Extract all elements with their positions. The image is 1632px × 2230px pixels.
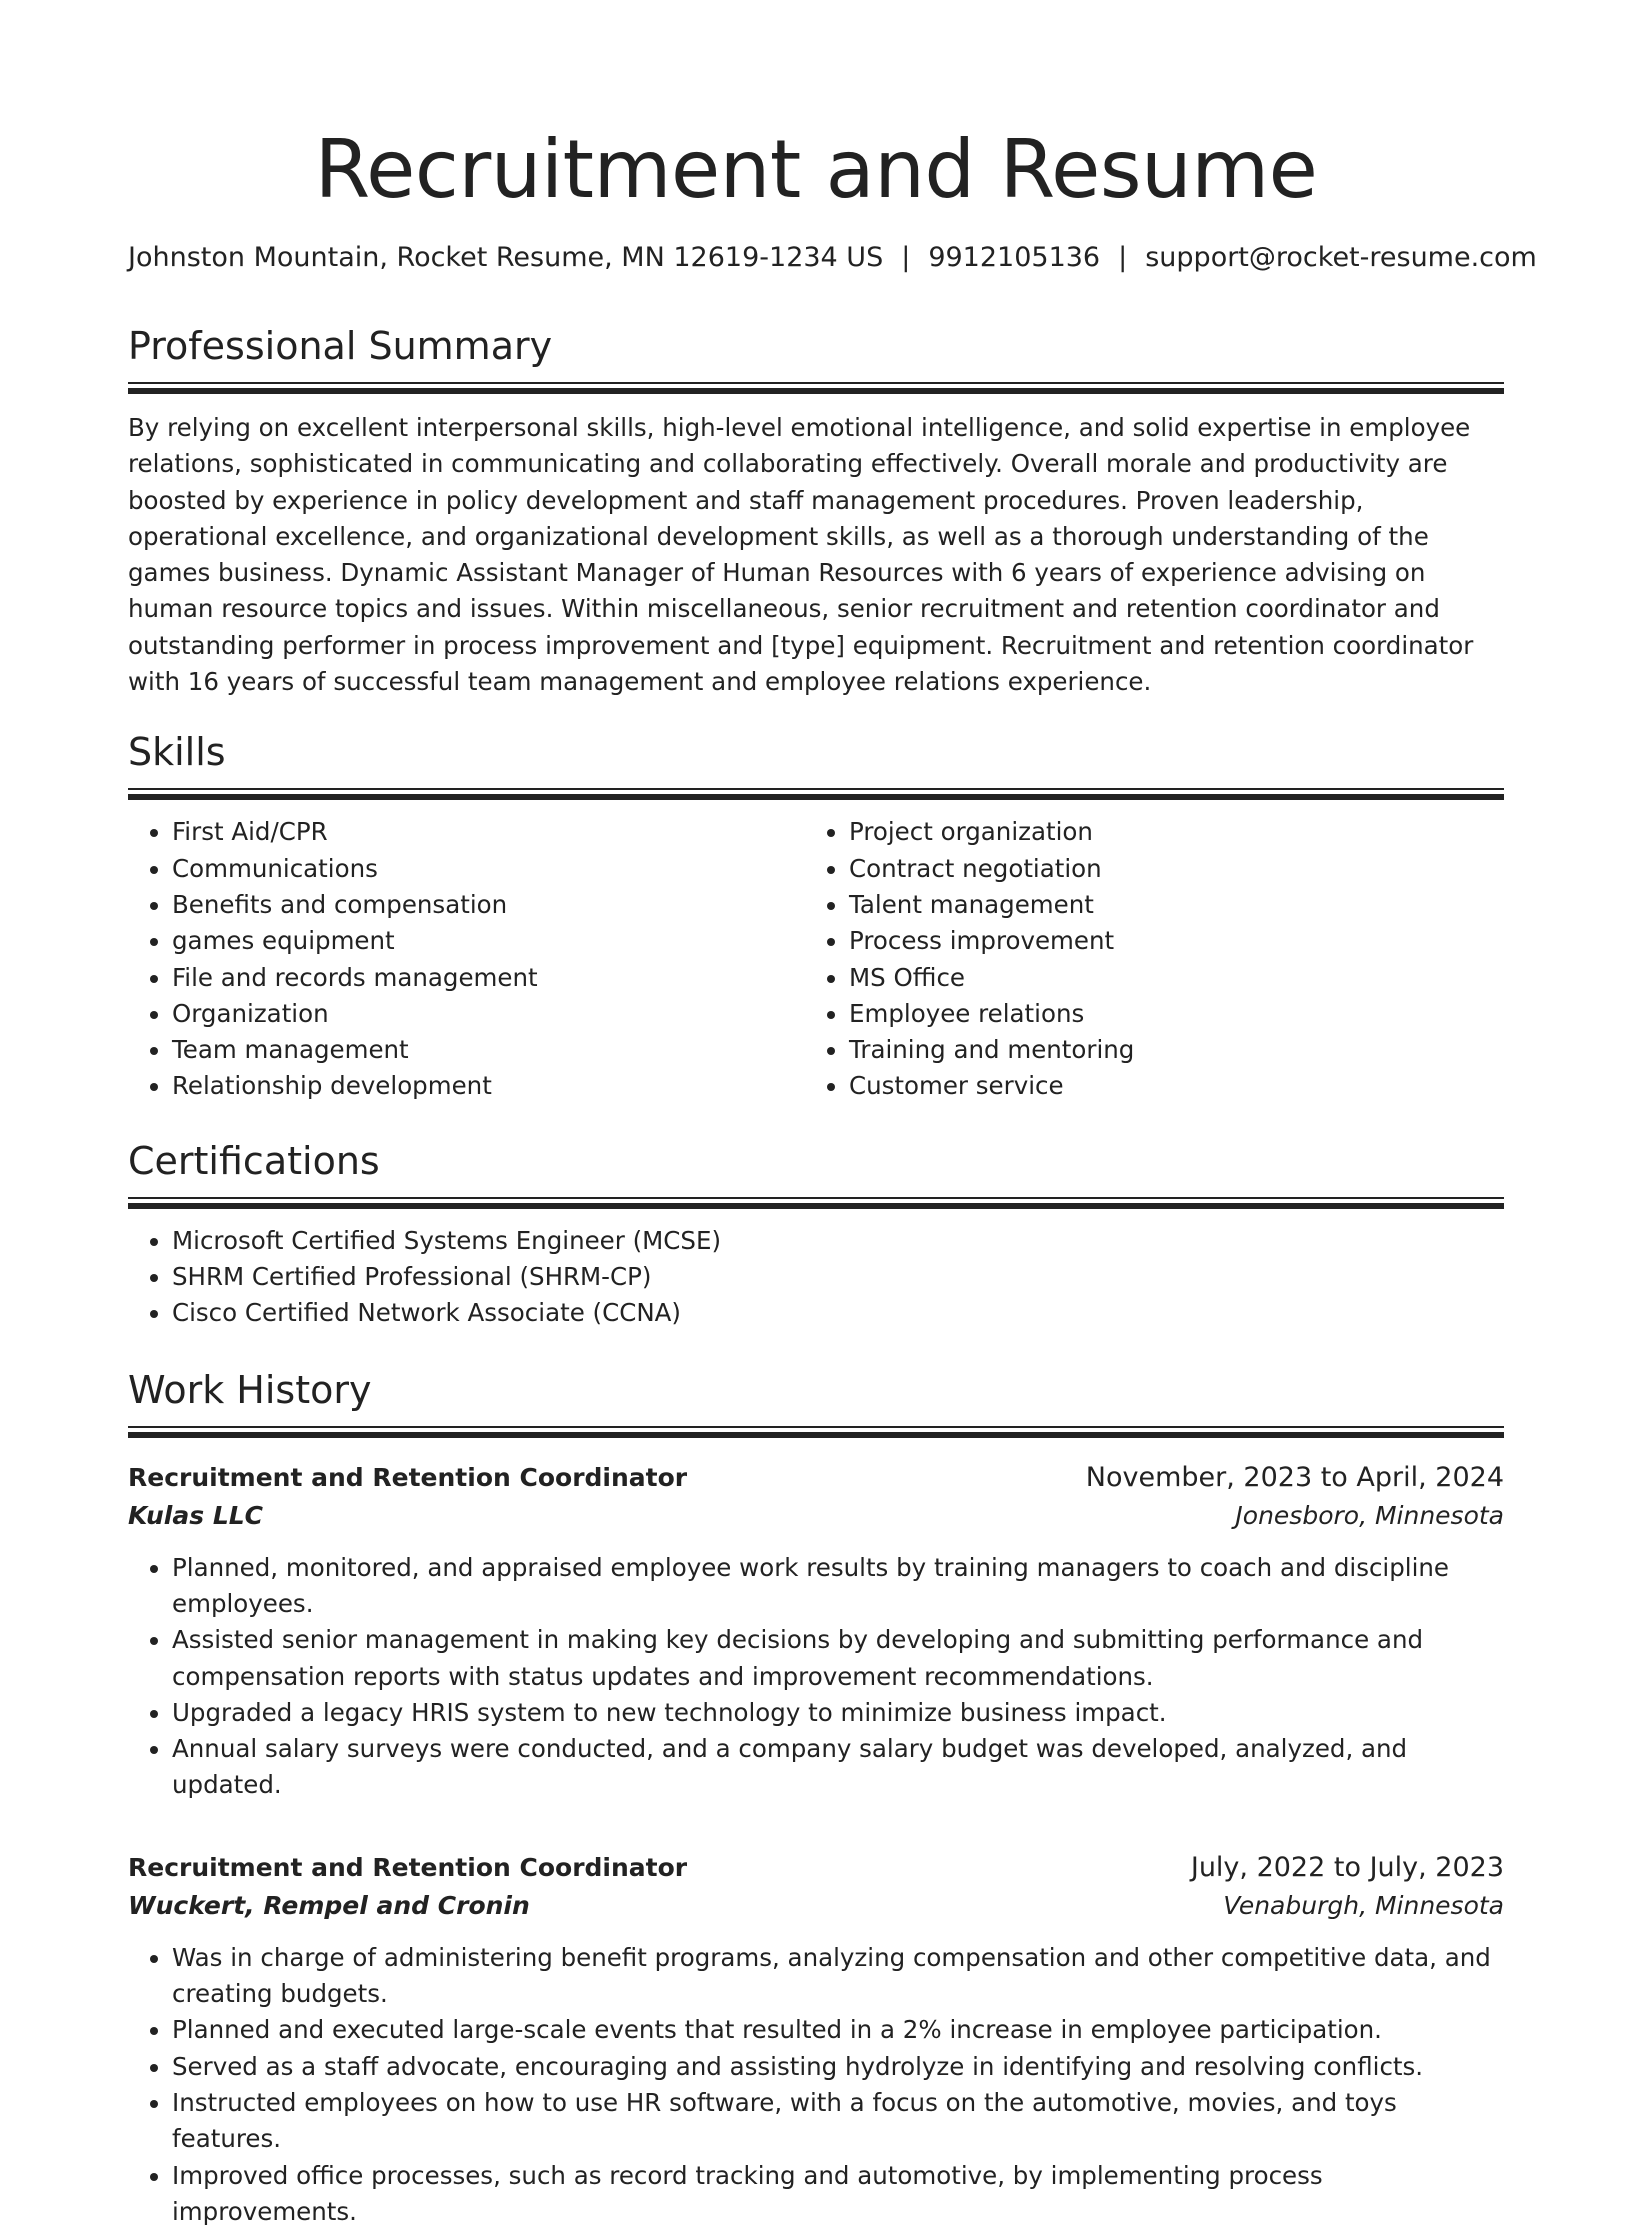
job-bullet: • Annual salary surveys were conducted, and a company salary budget was developed, analyzed, and updated.: [172, 1731, 1504, 1804]
job-entry: [128, 1850, 1504, 2230]
skill-item: • Training and mentoring: [849, 1032, 1134, 1068]
skill-item: • Benefits and compensation: [172, 887, 805, 923]
job-bullet: • Improved office processes, such as record tracking and automotive, by implementing process improvements.: [172, 2158, 1504, 2230]
section-divider: [128, 1197, 1504, 1209]
skill-item: • File and records management: [172, 960, 805, 996]
job-company: Wuckert, Rempel and Cronin: [128, 1886, 530, 1926]
job-bullet: • Instructed employees on how to use HR software, with a focus on the automotive, movies, and toys features.: [172, 2085, 1504, 2158]
skill-item: • First Aid/CPR: [172, 814, 805, 850]
job-location: Venaburgh, Minnesota: [1223, 1886, 1504, 1926]
skills-grid: [128, 814, 1504, 1104]
skills-list-right: [805, 814, 1134, 1104]
skill-item: • MS Office: [849, 960, 1134, 996]
summary-section: [128, 322, 1504, 700]
job-dates: November, 2023 to April, 2024: [1086, 1460, 1504, 1496]
skills-list-left: [128, 814, 805, 1104]
skill-item: • Customer service: [849, 1068, 1134, 1104]
job-dates: July, 2022 to July, 2023: [1191, 1850, 1504, 1886]
job-subheader: [128, 1496, 1504, 1536]
section-title-certifications: Certifications: [128, 1137, 1504, 1185]
skill-item: • games equipment: [172, 923, 805, 959]
skill-item: • Project organization: [849, 814, 1134, 850]
certifications-section: [128, 1137, 1504, 1332]
job-bullet: • Upgraded a legacy HRIS system to new technology to minimize business impact.: [172, 1695, 1504, 1731]
job-title: Recruitment and Retention Coordinator: [128, 1460, 687, 1496]
skills-section: [128, 728, 1504, 1104]
job-subheader: [128, 1886, 1504, 1926]
contact-phone: 9912105136: [928, 242, 1100, 273]
resume-name: Recruitment and Resume: [128, 0, 1504, 220]
contact-line: [128, 240, 1504, 276]
contact-separator: |: [1100, 242, 1145, 273]
skill-item: • Talent management: [849, 887, 1134, 923]
skill-item: • Communications: [172, 851, 805, 887]
certification-item: • SHRM Certified Professional (SHRM-CP): [172, 1259, 1504, 1295]
certification-item: • Microsoft Certified Systems Engineer (MCSE): [172, 1223, 1504, 1259]
job-location: Jonesboro, Minnesota: [1235, 1496, 1504, 1536]
job-entry: [128, 1460, 1504, 1804]
summary-text: By relying on excellent interpersonal skills, high-level emotional intelligence, and solid expertise in employee relations, sophisticated in communicating and collaborating effectively. Overall morale and productivity are boosted by experience in policy development and staff management procedures. Proven leadership, operational excellence, and organizational development skills, as well as a thorough understanding of the games business. Dynamic Assistant Manager of Human Resources with 6 years of experience advising on human resource topics and issues. Within miscellaneous, senior recruitment and retention coordinator and outstanding performer in process improvement and [type] equipment. Recruitment and retention coordinator with 16 years of successful team management and employee relations experience.: [128, 410, 1504, 700]
contact-email: support@rocket-resume.com: [1145, 242, 1537, 273]
skill-item: • Relationship development: [172, 1068, 805, 1104]
job-bullet: • Was in charge of administering benefit programs, analyzing compensation and other competitive data, and creating budgets.: [172, 1940, 1504, 2013]
section-divider: [128, 382, 1504, 394]
certification-item: • Cisco Certified Network Associate (CCNA): [172, 1295, 1504, 1331]
job-bullet: • Planned and executed large-scale events that resulted in a 2% increase in employee participation.: [172, 2012, 1504, 2048]
skill-item: • Process improvement: [849, 923, 1134, 959]
job-bullets: [128, 1550, 1504, 1804]
job-bullet: • Served as a staff advocate, encouraging and assisting hydrolyze in identifying and resolving conflicts.: [172, 2049, 1504, 2085]
skill-item: • Organization: [172, 996, 805, 1032]
section-divider: [128, 1426, 1504, 1438]
job-company: Kulas LLC: [128, 1496, 263, 1536]
section-divider: [128, 788, 1504, 800]
certifications-list: [128, 1223, 1504, 1332]
skill-item: • Employee relations: [849, 996, 1134, 1032]
job-header: [128, 1850, 1504, 1886]
work-history-section: [128, 1366, 1504, 2230]
skill-item: • Team management: [172, 1032, 805, 1068]
job-bullets: [128, 1940, 1504, 2230]
job-title: Recruitment and Retention Coordinator: [128, 1850, 687, 1886]
section-title-summary: Professional Summary: [128, 322, 1504, 370]
contact-separator: |: [883, 242, 928, 273]
job-header: [128, 1460, 1504, 1496]
job-bullet: • Planned, monitored, and appraised employee work results by training managers to coach and discipline employees.: [172, 1550, 1504, 1623]
section-title-work-history: Work History: [128, 1366, 1504, 1414]
job-bullet: • Assisted senior management in making key decisions by developing and submitting performance and compensation reports with status updates and improvement recommendations.: [172, 1622, 1504, 1695]
contact-address: Johnston Mountain, Rocket Resume, MN 12619-1234 US: [128, 242, 883, 273]
skill-item: • Contract negotiation: [849, 851, 1134, 887]
section-title-skills: Skills: [128, 728, 1504, 776]
